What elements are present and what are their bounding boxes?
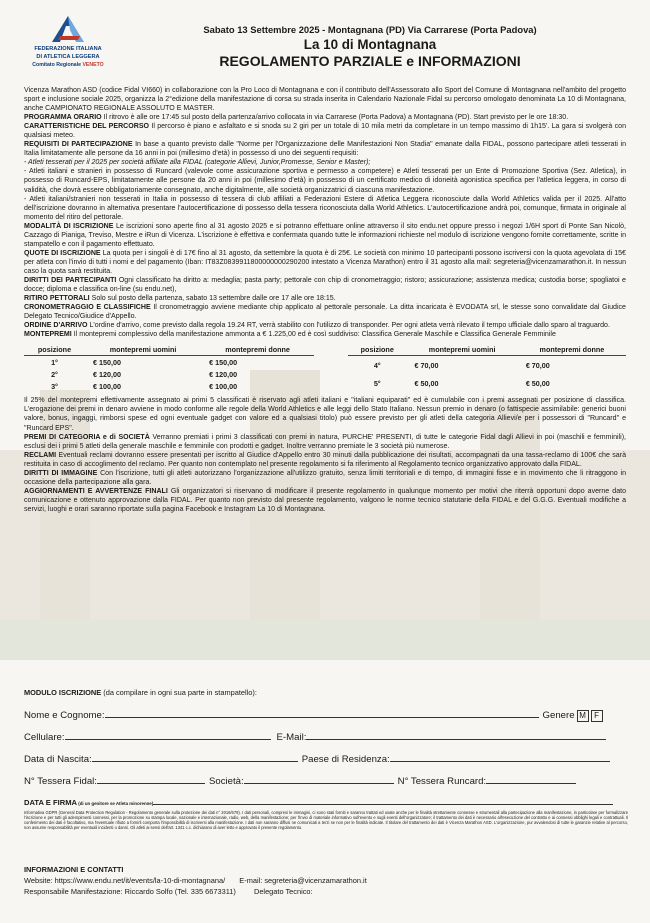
email-link[interactable]: E-mail: segreteria@vicenzamarathon.it	[239, 876, 367, 885]
residence-field[interactable]	[390, 761, 610, 762]
col-uomini: montepremi uomini	[85, 344, 201, 356]
runcard-label: N° Tessera Runcard:	[397, 776, 487, 787]
col-posizione: posizione	[24, 344, 85, 356]
section-requisiti: REQUISITI DI PARTECIPAZIONE In base a quanto previsto dalle "Norme per l'Organizzazione delle Manifestazioni Non Stadia" emanate dalla FIDAL, possono partecipare atleti tesserati in Italia limitatamente alle persone da 16 anni in poi (millesimo d'età) in possesso di uno dei seguenti requisiti:	[24, 141, 626, 158]
form-row-signature	[24, 798, 613, 807]
section-diritti: DIRITTI DEI PARTECIPANTI Ogni classificato ha diritto a: medaglia; pasta party; pettorale con chip di cronometraggio; ristoro; assicurazione; assistenza medica; custodia borse; spogliatoi e docce; diploma e classifica on-line (su endu.net),	[24, 276, 626, 294]
logo-line-2: DI ATLETICA LEGGERA	[36, 54, 100, 60]
prize-table-right	[348, 344, 626, 392]
club-label: Società:	[208, 776, 244, 787]
regulation-body	[24, 86, 626, 514]
fidal-card-field[interactable]	[97, 783, 205, 784]
fidal-card-label: N° Tessera Fidal:	[24, 776, 97, 787]
col-donne: montepremi donne	[201, 344, 314, 356]
section-programma: PROGRAMMA ORARIO Il ritrovo è alle ore 17:45 sul posto della partenza/arrivo collocata in via Carrarese (Porta Padova) a Montagnana (PD). Start previsto per le ore 18:30.	[24, 114, 569, 122]
info-contacts	[24, 864, 628, 897]
logo-line-1: FEDERAZIONE ITALIANA	[34, 46, 102, 52]
fidal-emblem-icon	[46, 14, 90, 44]
col-uomini: montepremi uomini	[407, 344, 518, 356]
form-row-contact	[24, 732, 606, 743]
table-row: 4° € 70,00 € 70,00	[373, 360, 550, 370]
requisiti-item-1: - Atleti tesserati per il 2025 per società affiliate alla FIDAL (categorie Allievi, Junior,Promesse, Senior e Master);	[24, 159, 371, 167]
form-row-name	[24, 710, 603, 722]
table-row: 3° € 100,00 € 100,00	[51, 381, 238, 391]
runcard-field[interactable]	[486, 783, 576, 784]
info-row-2	[24, 886, 628, 897]
info-title: INFORMAZIONI E CONTATTI	[24, 865, 124, 874]
section-percorso: CARATTERISTICHE DEL PERCORSO Il percorso è piano e asfaltato e si snoda su 2 giri per un totale di 10 mila metri da completare in un tempo massimo di 1h15'. La gara si svolgerà con qualsiasi meteo.	[24, 123, 626, 140]
event-title: La 10 di Montagnana	[303, 37, 437, 52]
technical-delegate: Delegato Tecnico:	[253, 887, 313, 896]
section-reclami: RECLAMI Eventuali reclami dovranno essere presentati per iscritto al Giudice d'Appello entro 30 minuti dalla pubblicazione dei risultati, accompagnati da una tassa-reclamo di 100€ che sarà restituita in caso di accoglimento del reclamo. Per quanto non contemplato nel presente regolamento si fa riferimento al Regolamento tecnico organizzativo approvato dalla FIDAL.	[24, 451, 626, 468]
form-title: MODULO ISCRIZIONE (da compilare in ogni sua parte in stampatello):	[24, 688, 257, 697]
birthdate-field[interactable]	[92, 761, 298, 762]
signature-label: DATA E FIRMA	[24, 798, 78, 807]
table-row: 2° € 120,00 € 120,00	[51, 369, 238, 379]
birthdate-label: Data di Nascita:	[24, 754, 92, 765]
form-row-cards	[24, 776, 576, 787]
signature-note: (di un genitore se Atleta minorenne)	[77, 801, 154, 806]
requisiti-item-3: - Atleti italiani/stranieri non tesserati in Italia in possesso di tessera di club affiliati a Federazioni Estere di Atletica Leggera riconosciute dalla World Athletics valida per il 2025. All'atto dell'iscrizione dovranno in alternativa presentare l'autocertificazione di possesso della tessera riconosciuta dalla World Athletics. L'autocertificazione andrà poi, comunque, firmata in originale al momento del ritiro del pettorale.	[24, 195, 626, 221]
prize-table-left	[24, 344, 314, 392]
name-label: Nome e Cognome:	[24, 710, 105, 721]
prize-tables	[24, 341, 626, 392]
section-premi: PREMI DI CATEGORIA e di SOCIETÀ Verranno premiati i primi 3 classificati con premi in natura, PURCHE' PRESENTI, di tutte le categorie Fidal dagli Allievi in poi (maschili e femminili), esclusi dei i primi 5 atleti della generale maschile e femminile con prodotti e gadget. Inoltre verranno premiate le 3 società più numerose.	[24, 433, 627, 450]
section-ritiro: RITIRO PETTORALI Solo sul posto della partenza, sabato 13 settembre dalle ore 17 alle ore 18:15.	[24, 295, 336, 303]
phone-label: Cellulare:	[24, 732, 65, 743]
logo-region: Comitato Regionale VENETO	[32, 62, 104, 68]
info-row-1	[24, 875, 628, 886]
section-aggiornamenti: AGGIORNAMENTI E AVVERTENZE FINALI Gli organizzatori si riservano di modificare il presente regolamento in qualunque momento per motivi che riterrà opportuni dopo averne dato comunicazione e ottenuto approvazione dalla FIDAL. Per quanto non previsto dal presente regolamento, valgono le norme tecnico statutarie della FIDAL e del G.G.G. Eventuali modifiche a servizi, luoghi e orari saranno riportate sulla pagina Facebook e Instagram La 10 di Montagnana.	[24, 487, 626, 513]
section-immagine: DIRITTI DI IMMAGINE Con l'iscrizione, tutti gli atleti autorizzano l'organizzazione all'utilizzo gratuito, senza limiti territoriali e di tempo, di immagini fisse e in movimento che li ritraggono in occasione della partecipazione alla gara.	[24, 469, 626, 486]
gender-label: Genere	[542, 710, 575, 721]
section-cronometraggio: CRONOMETRAGGIO E CLASSIFICHE Il cronometraggio avviene mediante chip applicato al pettorale personale. La ditta incaricata è EVODATA srl, le stesse sono convalidate dal Giudice Delegato Tecnico/Giudice d'Appello.	[24, 304, 626, 321]
document-title: REGOLAMENTO PARZIALE e INFORMAZIONI	[219, 53, 521, 69]
section-quote: QUOTE DI ISCRIZIONE La quota per i singoli è di 17€ fino al 31 agosto, da settembre la quota è di 25€. Le società con minimo 10 partecipanti possono iscriversi con la quota agevolata di 15€ per atleta con l'invio di tutti i nomi e del pagamento (Iban: IT83Z0839911800000000290200 intestato a Vicenza Marathon) entro il 31 agosto alla mail: segreteria@vicenzamarathon.it. In nessun caso la quota sarà restituita.	[24, 249, 626, 275]
table-row: 1° € 150,00 € 150,00	[51, 357, 238, 367]
col-donne: montepremi donne	[518, 344, 626, 356]
montepremi-notes: Il 25% del montepremi effettivamente assegnato ai primi 5 classificati è riservato agli atleti italiani e "italiani equiparati" ed è cumulabile con i premi assegnati per posizione di classifica. L'erogazione dei premi in denaro avviene in modo conforme alle regole della World Athletics e alle leggi dello Stato Italiano. Nessun premio in denaro (o fattispecie assimilabile: generici buoni valore, bonus, ingaggi, rimborsi spese ed ogni eventuale gadget con valore ed a qualsiasi titolo) può essere previsto per gli atleti della categoria Allievi/e per i possessori di "Runcard" e "Runcard EPS".	[24, 397, 626, 432]
section-ordine: ORDINE D'ARRIVO L'ordine d'arrivo, come previsto dalla regola 19.24 RT, verrà stabilito con l'utilizzo di transponder. Per ogni atleta verrà rilevato il tempo ufficiale dallo sparo al traguardo.	[24, 322, 610, 330]
privacy-notice: Informativa GDPR (General Data Protection Regulation - Regolamento generale sulla protezione dei dati n° 2016/679). I dati personali, compresi le immagini, ci sono stati forniti e saranno trattati ed usate anche per le finalità strettamente connesse e strumentali alla partecipazione alla manifestazione, in particolare per formalizzare l'iscrizione e per tutti gli adempimenti connessi, per la promozione su stampa locale, nazionale e internazionale, radio, web, della manifestazione; per l'invio di materiale informativo sull'evento e sugli eventi dell'organizzatore; il trattamento dei dati è necessario all'esecuzione del contratto e ai connessi obblighi legali e contrattuali. Il conferimento dei dati è facoltativo, ma l'eventuale rifiuto a fornirli comporta l'impossibilità di iscriversi alla manifestazione. I dati non saranno diffusi ne comunicati a terzi se non per le finalità indicate. Il titolare del trattamento dei dati è Vicenza Marathon ASD. L'organizzazione, pur avvalendosi di tutte le garanzie relative al percorso, non assume responsabilità per eventuali incidenti o danni. Gli atleti ai sensi dell'art. 1341 c.c. dichiarano di aver letto e approvato il presente regolamento.	[24, 810, 628, 831]
table-row: 5° € 50,00 € 50,00	[373, 378, 550, 388]
email-field[interactable]	[306, 739, 606, 740]
website-link[interactable]: Website: https://www.endu.net/it/events/la-10-di-montagnana/	[24, 876, 226, 885]
requisiti-item-2: - Atleti italiani e stranieri in possesso di Runcard (valevole come assicurazione sportiva e permesso a competere) e Atleti tesserati per un Ente di Promozione Sportiva (Sez. Atletica), in possesso di Runcard-EPS, limitatamente alle persone da 20 anni in poi (millesimo d'età) in possesso di un certificato medico di idoneità agonistica specifica per l'atletica leggera, in corso di validità, che dovrà essere obbligatoriamente consegnato, anche digitalmente, alle società organizzatrici di ciascuna manifestazione.	[24, 168, 626, 194]
email-label: E-Mail:	[276, 732, 307, 743]
form-row-birth	[24, 754, 610, 765]
intro-paragraph: Vicenza Marathon ASD (codice Fidal VI660) in collaborazione con la Pro Loco di Montagnana e con il contributo dell'Assessorato allo Sport del Comune di Montagnana nell'ambito del progetto sport e inclusione sociale 2025, organizza la 2°edizione della manifestazione di corsa su strada inserita in Calendario Nazionale Fidal su percorso omologato denominata La 10 di Montagnana, anche CAMPIONATO REGIONALE ASSOLUTO E MASTER.	[24, 87, 626, 113]
phone-field[interactable]	[65, 739, 271, 740]
fidal-logo	[22, 14, 114, 68]
name-field[interactable]	[105, 717, 539, 718]
event-manager: Responsabile Manifestazione: Riccardo Solfo (Tel. 335 6673311)	[24, 887, 236, 896]
residence-label: Paese di Residenza:	[301, 754, 390, 765]
section-modalita: MODALITÀ DI ISCRIZIONE Le iscrizioni sono aperte fino al 31 agosto 2025 e si potranno effettuare online attraverso il sito endu.net oppure presso i negozi 1/6H sport di Ponte San Nicolò, Cazzago di Pianiga, Treviso, Mestre e iRun di Vicenza. L'iscrizione è effettiva e confermata quando tutte le informazioni richieste nel modulo di iscrizione vengono fornite correttamente, scritte in stampatello e con il pagamento effettuato.	[24, 222, 626, 248]
signature-field[interactable]	[153, 804, 613, 805]
section-montepremi: MONTEPREMI Il montepremi complessivo della manifestazione ammonta a € 1.225,00 ed è così suddiviso: Classifica Generale Maschile e Classifica Generale Femminile	[24, 331, 556, 339]
club-field[interactable]	[244, 783, 394, 784]
event-date-place: Sabato 13 Settembre 2025 - Montagnana (PD) Via Carrarese (Porta Padova)	[203, 24, 537, 35]
gender-f-checkbox[interactable]: F	[591, 710, 603, 722]
gender-m-checkbox[interactable]: M	[577, 710, 589, 722]
header	[120, 24, 620, 69]
col-posizione: posizione	[348, 344, 407, 356]
